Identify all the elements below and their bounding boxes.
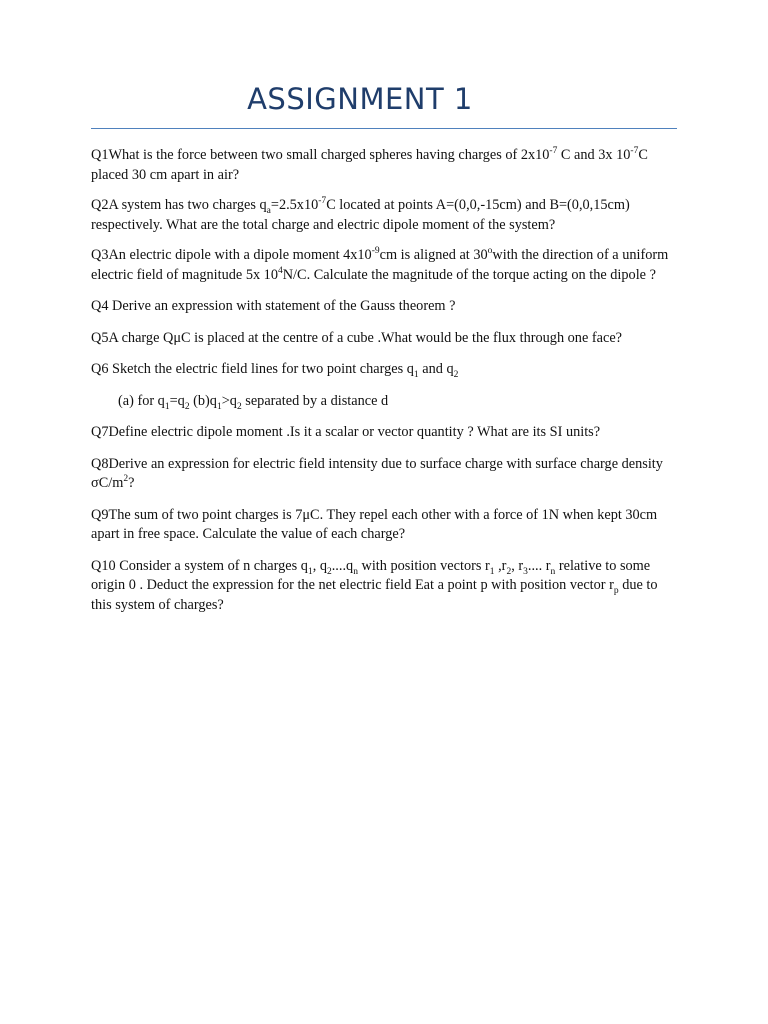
question-list (91, 138, 681, 615)
title-underline (91, 128, 677, 129)
question-7: Q7Define electric dipole moment .Is it a scalar or vector quantity ? What are its SI units? (91, 424, 601, 440)
question-2: Q2A system has two charges $q_a=2.5x10^{-7}C$ located at points A=(0,0,-15cm) and B=(0,0,15cm) respectively. What are the total charge and electric dipole moment of the system? (91, 196, 630, 233)
question-6-subitem: (a) for $q_1=q_2$ $(b)q_1>q_2$ separated by a distance d (118, 392, 389, 412)
document-title: ASSIGNMENT 1 (247, 82, 473, 116)
question-9: Q9The sum of two point charges is 7μC. They repel each other with a force of 1N when kept 30cm apart in free space. Calculate the value of each charge? (91, 506, 658, 542)
question-10: Q10 Consider a system of n charges $q_1$, $q_2....q_n$ with position vectors $r_1$ $,r_2$, $r_3$.... $r_n$ relative to some origin 0 . Deduct the expression for the net electric field Eat a point p with position vector $r_p$ due to this system of charges? (91, 557, 658, 613)
question-3: Q3An electric dipole with a dipole moment $4x10^{-9}cm$ is aligned at 30$^o$with the direction of a uniform electric field of magnitude 5x $10^4N/C$. Calculate the magnitude of the torque acting on the dipole ? (91, 246, 669, 283)
question-4: Q4 Derive an expression with statement of the Gauss theorem ? (91, 298, 456, 314)
question-5: Q5A charge QμC is placed at the centre of a cube .What would be the flux through one face? (91, 329, 623, 346)
question-8: Q8Derive an expression for electric field intensity due to surface charge with surface charge density $\sigma C/m^2$? (91, 455, 663, 491)
question-1: Q1What is the force between two small charged spheres having charges of $2x10^{-7}$ C and 3x $10^{-7}C$ placed 30 cm apart in air? (91, 146, 648, 183)
question-6: Q6 Sketch the electric field lines for two point charges $q_1$ and $q_2$ (91, 361, 459, 380)
